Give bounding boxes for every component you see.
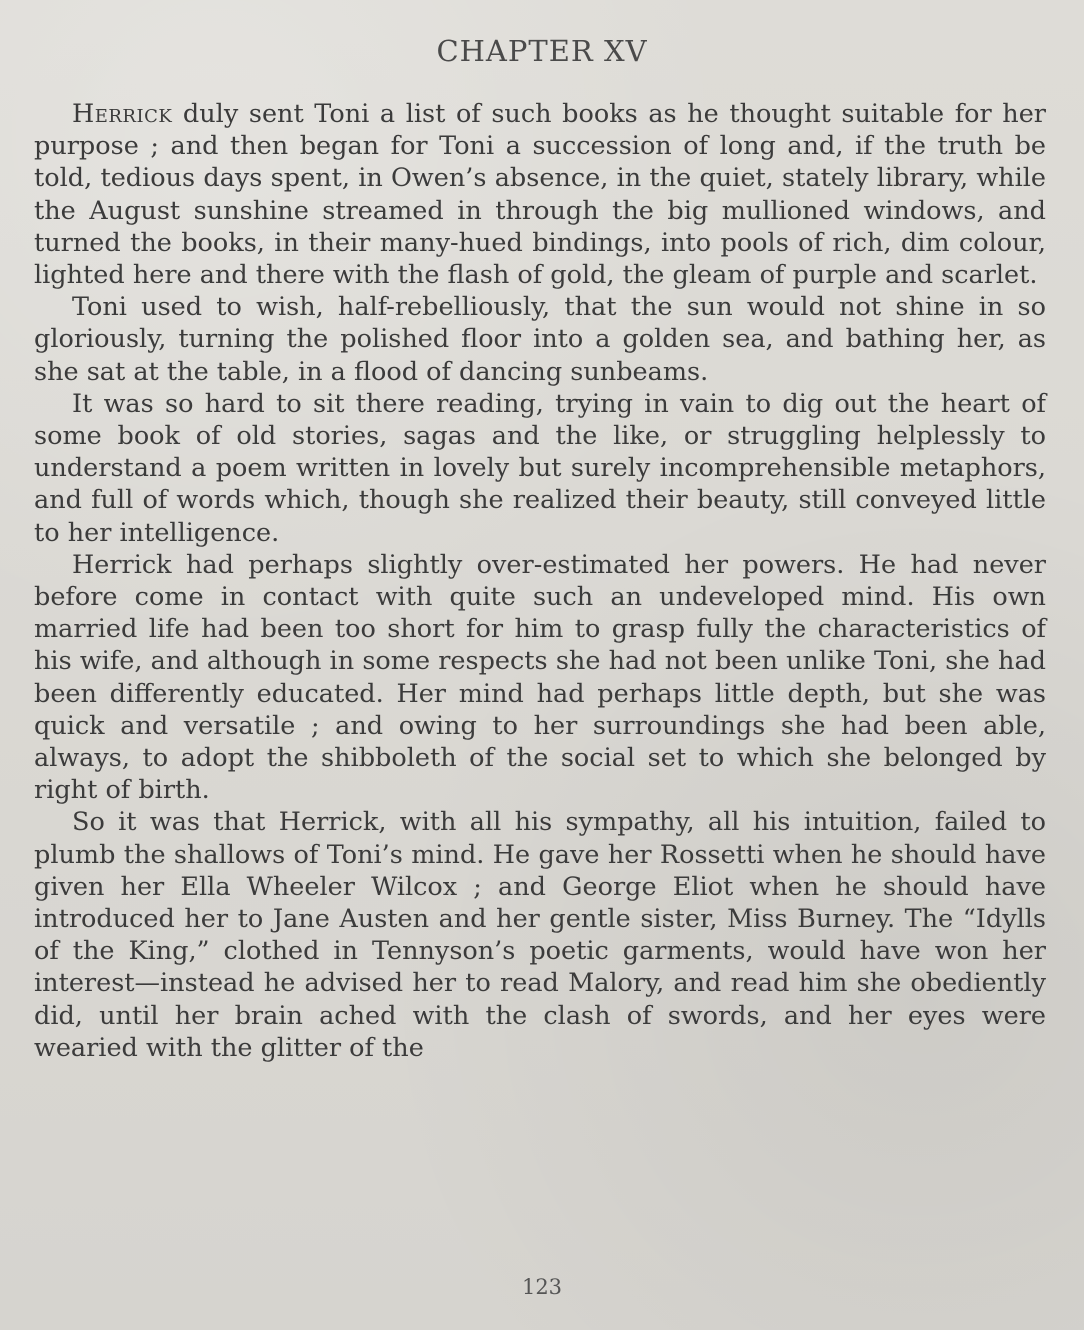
paragraph-2: Toni used to wish, half-rebelliously, that the sun would not shine in so gloriously, turning the polished floor into a golden sea, and bathing her, as she sat at the table, in a flood of dancing sunbeams. (34, 292, 1046, 387)
page-number: 123 (521, 1275, 563, 1299)
paragraph-1 (34, 98, 1046, 291)
chapter-title: CHAPTER XV (436, 34, 648, 68)
paragraph-text: duly sent Toni a list of such books as he thought suitable for her purpose ; and then began for Toni a succession of long and, if the truth be told, tedious days spent, in Owen’s absence, in the quiet, stately library, while the August sunshine streamed in through the big mullioned windows, and turned the books, in their many-hued bindings, into pools of rich, dim colour, lighted here and there with the flash of gold, the gleam of purple and scarlet. (34, 99, 1046, 291)
paragraph-4: Herrick had perhaps slightly over-estimated her powers. He had never before come in contact with quite such an undeveloped mind. His own married life had been too short for him to grasp fully the characteristics of his wife, and although in some respects she had not been unlike Toni, she had been differently educated. Her mind had perhaps little depth, but she was quick and versatile ; and owing to her surroundings she had been able, always, to adopt the shibboleth of the social set to which she belonged by right of birth. (34, 549, 1046, 806)
chapter-body (34, 98, 1046, 1064)
paragraph-5: So it was that Herrick, with all his sympathy, all his intuition, failed to plumb the shallows of Toni’s mind. He gave her Rossetti when he should have given her Ella Wheeler Wilcox ; and George Eliot when he should have introduced her to Jane Austen and her gentle sister, Miss Burney. The “Idylls of the King,” clothed in Tennyson’s poetic garments, would have won her interest—instead he advised her to read Malory, and read him she obediently did, until her brain ached with the clash of swords, and her eyes were wearied with the glitter of the (34, 807, 1046, 1063)
paragraph-lead-word: Herrick (72, 99, 173, 129)
paragraph-3: It was so hard to sit there reading, trying in vain to dig out the heart of some book of old stories, sagas and the like, or struggling helplessly to understand a poem written in lovely but surely incomprehensible metaphors, and full of words which, though she realized their beauty, still conveyed little to her intelligence. (34, 388, 1046, 548)
